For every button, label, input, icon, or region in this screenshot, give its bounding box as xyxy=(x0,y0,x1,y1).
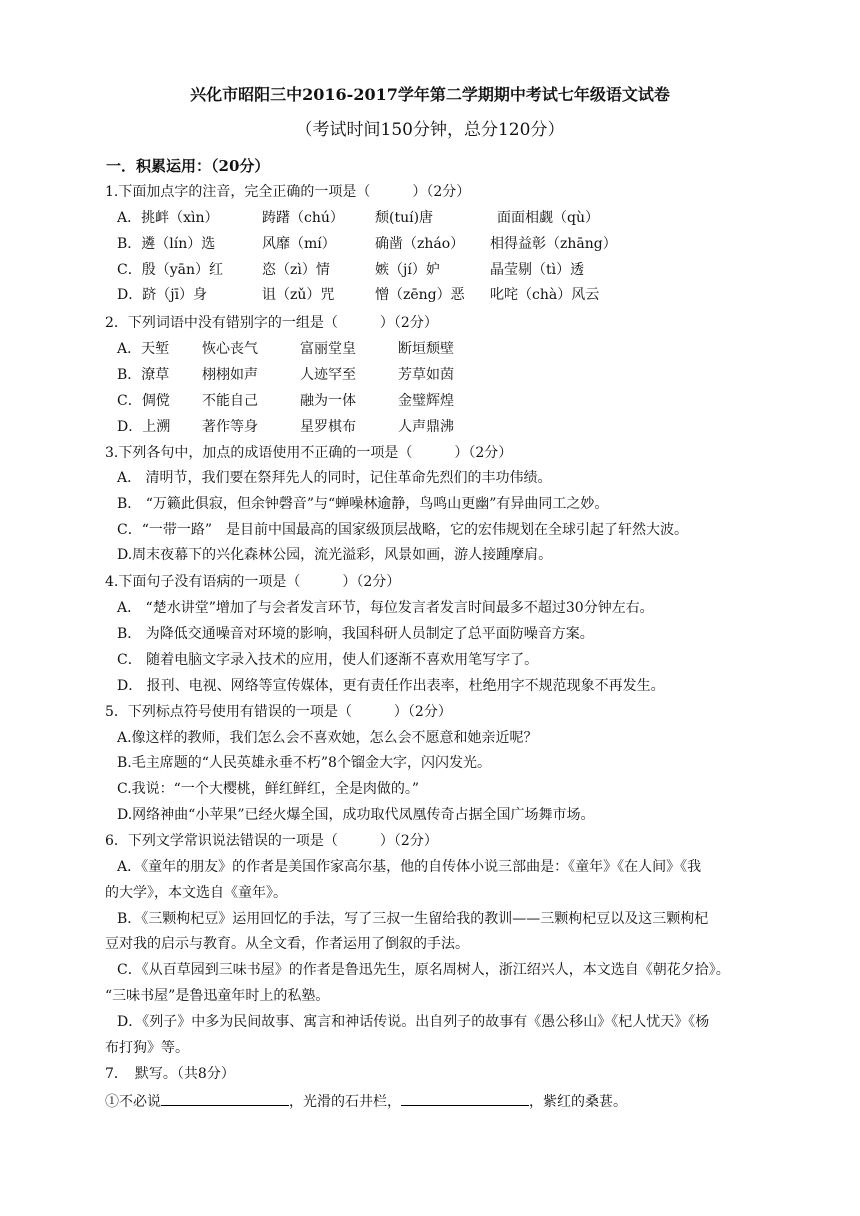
question-6-option-d-line1: D．《列子》中多为民间故事、寓言和神话传说。出自列子的故事有《愚公移山》《杞人忧天》《杨 xyxy=(117,1014,710,1030)
option-c1: C．倜傥 xyxy=(117,393,170,409)
question-6-option-a-line2: 的大学》，本文选自《童年》。 xyxy=(105,885,287,901)
question-3-option-c: C．“一带一路” 是目前中国最高的国家级顶层战略，它的宏伟规划在全球引起了轩然大波。 xyxy=(117,522,689,538)
section-heading: 一．积累运用：（20分） xyxy=(106,157,270,175)
question-4-option-d: D． 报刊、电视、网络等宣传媒体，更有责任作出表率，杜绝用字不规范现象不再发生。 xyxy=(117,678,665,694)
option-a3: 颓(tuí)唐 xyxy=(375,210,434,226)
option-a2: 踌躇（chú） xyxy=(262,210,344,226)
option-c3: 嫉（jí）妒 xyxy=(375,262,440,278)
question-3-option-a: A． 清明节，我们要在祭拜先人的同时，记住革命先烈们的丰功伟绩。 xyxy=(117,470,552,486)
question-2-stem: 2．下列词语中没有错别字的一组是（ ）（2分） xyxy=(105,315,438,331)
option-d1: D．跻（jī）身 xyxy=(117,287,208,303)
fill-text-1: ①不必说 xyxy=(105,1094,161,1110)
question-5-option-b: B.毛主席题的“人民英雄永垂不朽”8个镏金大字，闪闪发光。 xyxy=(117,755,491,771)
option-c1: C．殷（yān）红 xyxy=(117,262,223,278)
option-d4: 叱咤（chà）风云 xyxy=(490,287,600,303)
question-7-line-1 xyxy=(105,1091,627,1111)
option-a4: 面面相觑（qù） xyxy=(497,210,599,226)
exam-subtitle: （考试时间150分钟，总分120分） xyxy=(295,120,565,140)
exam-title: 兴化市昭阳三中2016-2017学年第二学期期中考试七年级语文试卷 xyxy=(190,85,670,104)
option-a4: 断垣颓壁 xyxy=(398,341,454,357)
question-4-option-a: A． “楚水讲堂”增加了与会者发言环节，每位发言者发言时间最多不超过30分钟左右。 xyxy=(117,600,654,616)
option-d3: 憎（zēng）恶 xyxy=(375,287,465,303)
option-b2: 风靡（mí） xyxy=(262,236,336,252)
option-c2: 恣（zì）情 xyxy=(262,262,330,278)
option-b2: 栩栩如声 xyxy=(202,367,258,383)
option-c4: 金璧辉煌 xyxy=(398,393,454,409)
question-6-option-b-line1: B．《三颗枸杞豆》运用回忆的手法，写了三叔一生留给我的教训——三颗枸杞豆以及这三颗枸杞 xyxy=(117,911,709,927)
question-5-option-d: D.网络神曲“小苹果”已经火爆全国，成功取代凤凰传奇占据全国广场舞市场。 xyxy=(117,807,595,823)
option-b4: 芳草如茵 xyxy=(398,367,454,383)
fill-text-2: ，光滑的石井栏， xyxy=(289,1094,401,1110)
option-d2: 著作等身 xyxy=(202,419,258,435)
question-4-option-c: C． 随着电脑文字录入技术的应用，使人们逐渐不喜欢用笔写字了。 xyxy=(117,652,539,668)
question-6-option-c-line1: C．《从百草园到三味书屋》的作者是鲁迅先生，原名周树人，浙江绍兴人，本文选自《朝花夕拾》。 xyxy=(117,962,730,978)
fill-text-3: ，紫红的桑葚。 xyxy=(529,1094,627,1110)
question-1-stem: 1.下面加点字的注音，完全正确的一项是（ ）（2分） xyxy=(105,184,471,200)
question-4-option-b: B． 为降低交通噪音对环境的影响，我国科研人员制定了总平面防噪音方案。 xyxy=(117,626,594,642)
option-d2: 诅（zǔ）咒 xyxy=(262,287,335,303)
fill-blank-2[interactable] xyxy=(401,1091,529,1106)
option-a3: 富丽堂皇 xyxy=(300,341,356,357)
option-b4: 相得益彰（zhāng） xyxy=(490,236,617,252)
option-b1: B．潦草 xyxy=(117,367,170,383)
option-a1: A．挑衅（xìn） xyxy=(117,210,219,226)
option-d3: 星罗棋布 xyxy=(300,419,356,435)
option-d4: 人声鼎沸 xyxy=(398,419,454,435)
question-5-option-c: C.我说：“一个大樱桃，鲜红鲜红，全是肉做的。” xyxy=(117,781,419,797)
question-6-option-d-line2: 布打狗》等。 xyxy=(105,1040,189,1056)
option-c2: 不能自己 xyxy=(202,393,258,409)
option-a1: A．天堑 xyxy=(117,341,170,357)
option-d1: D．上溯 xyxy=(117,419,171,435)
question-6-option-b-line2: 豆对我的启示与教育。从全文看，作者运用了倒叙的手法。 xyxy=(105,936,469,952)
question-3-stem: 3.下列各句中，加点的成语使用不正确的一项是（ ）（2分） xyxy=(105,445,513,461)
option-a2: 恢心丧气 xyxy=(202,341,258,357)
question-4-stem: 4.下面句子没有语病的一项是（ ）（2分） xyxy=(105,574,401,590)
fill-blank-1[interactable] xyxy=(161,1091,289,1106)
question-6-option-c-line2: “三味书屋”是鲁迅童年时上的私塾。 xyxy=(105,988,330,1004)
option-b3: 确凿（zháo） xyxy=(375,236,465,252)
question-7-stem: 7． 默写。（共8分） xyxy=(105,1066,235,1082)
question-5-stem: 5．下列标点符号使用有错误的一项是（ ）（2分） xyxy=(105,704,452,720)
option-b1: B．遴（lín）选 xyxy=(117,236,216,252)
option-c3: 融为一体 xyxy=(300,393,356,409)
option-c4: 晶莹剔（tì）透 xyxy=(490,262,585,278)
question-5-option-a: A.像这样的教师，我们怎么会不喜欢她，怎么会不愿意和她亲近呢？ xyxy=(117,730,538,746)
question-3-option-b: B． “万籁此俱寂，但余钟磬音”与“蝉噪林逾静，鸟鸣山更幽”有异曲同工之妙。 xyxy=(117,496,609,512)
question-3-option-d: D.周末夜幕下的兴化森林公园，流光溢彩，风景如画，游人接踵摩肩。 xyxy=(117,547,553,563)
option-b3: 人迹罕至 xyxy=(300,367,356,383)
question-6-option-a-line1: A．《童年的朋友》的作者是美国作家高尔基，他的自传体小说三部曲是：《童年》《在人间》《我 xyxy=(117,859,702,875)
question-6-stem: 6．下列文学常识说法错误的一项是（ ）（2分） xyxy=(105,833,438,849)
